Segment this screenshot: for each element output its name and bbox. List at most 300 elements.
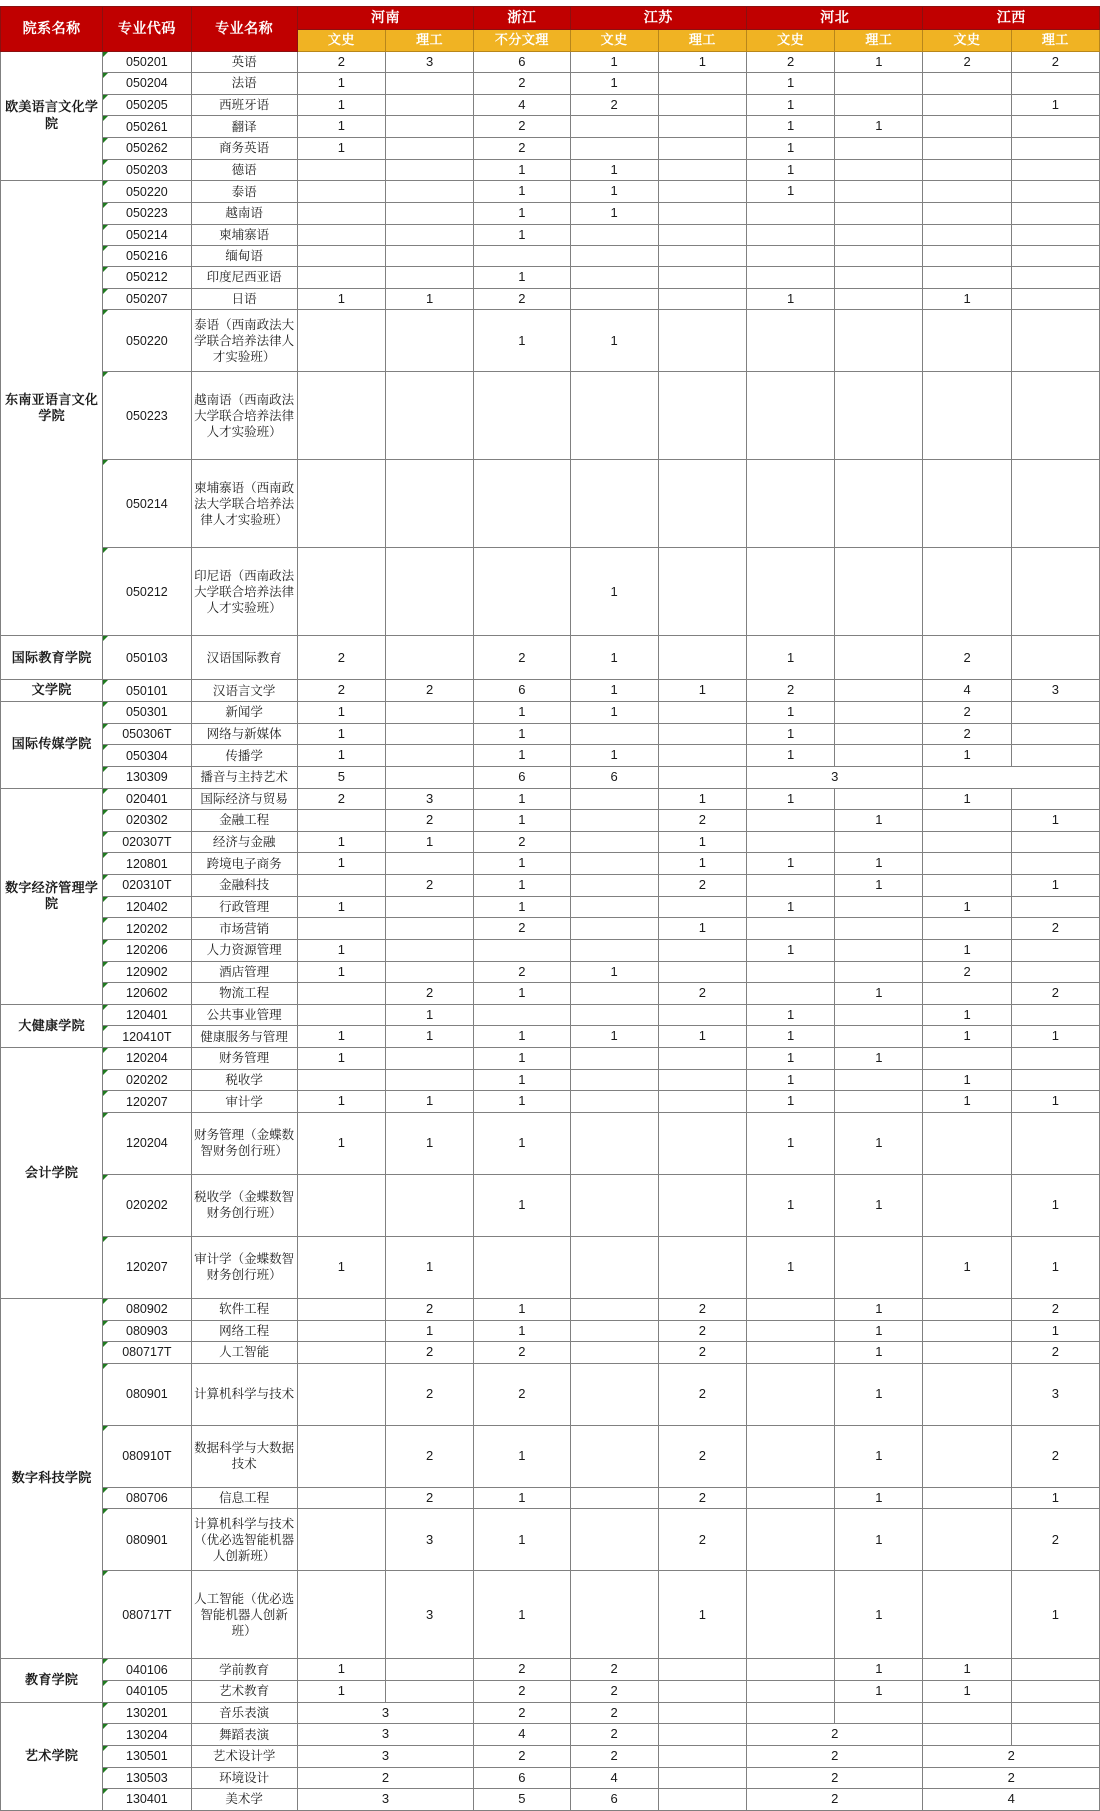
quota-cell [658, 1112, 746, 1174]
quota-cell [658, 181, 746, 203]
quota-cell [923, 1112, 1011, 1174]
quota-cell: 1 [297, 961, 385, 983]
quota-cell [923, 181, 1011, 203]
quota-cell: 1 [474, 1048, 570, 1070]
quota-cell [570, 939, 658, 961]
quota-cell [1011, 181, 1099, 203]
quota-cell: 5 [297, 766, 385, 788]
quota-cell [746, 1363, 834, 1425]
quota-cell: 1 [746, 73, 834, 95]
major-name-cell: 学前教育 [191, 1659, 297, 1681]
quota-cell: 1 [474, 896, 570, 918]
quota-cell [570, 1571, 658, 1659]
header-province-henan: 河南 [297, 7, 473, 30]
major-code-cell: 120410T [103, 1026, 191, 1048]
quota-cell [297, 310, 385, 372]
header-province-zhejiang: 浙江 [474, 7, 570, 30]
table-row [1, 1069, 1100, 1091]
enrollment-plan-table [0, 6, 1100, 1811]
major-name-cell: 越南语 [191, 202, 297, 224]
quota-cell: 3 [386, 51, 474, 73]
quota-cell: 1 [835, 1659, 923, 1681]
quota-cell: 1 [658, 831, 746, 853]
quota-cell: 1 [386, 1004, 474, 1026]
major-code-cell: 120602 [103, 983, 191, 1005]
major-name-cell: 人力资源管理 [191, 939, 297, 961]
quota-cell [570, 1298, 658, 1320]
header-sub-jiangxi-wenshi: 文史 [923, 29, 1011, 51]
quota-cell [297, 224, 385, 246]
major-name-cell: 财务管理 [191, 1048, 297, 1070]
quota-cell: 2 [923, 1767, 1100, 1789]
quota-cell: 6 [570, 1789, 658, 1811]
quota-cell [835, 1236, 923, 1298]
major-code-cell: 050212 [103, 548, 191, 636]
quota-cell [1011, 745, 1099, 767]
quota-cell: 1 [923, 896, 1011, 918]
major-code-cell: 050301 [103, 702, 191, 724]
major-code-cell: 120202 [103, 918, 191, 940]
quota-cell [835, 224, 923, 246]
quota-cell [923, 1509, 1011, 1571]
quota-cell [746, 1298, 834, 1320]
dept-name-cell: 数字经济管理学院 [1, 788, 103, 1004]
quota-cell [835, 788, 923, 810]
major-code-cell: 050214 [103, 224, 191, 246]
quota-cell [658, 288, 746, 310]
major-code-cell: 120801 [103, 853, 191, 875]
header-province-jiangsu: 江苏 [570, 7, 746, 30]
quota-cell: 2 [923, 51, 1011, 73]
quota-cell: 2 [923, 1745, 1100, 1767]
quota-cell [1011, 853, 1099, 875]
quota-cell [923, 138, 1011, 160]
quota-cell [658, 1659, 746, 1681]
quota-cell: 2 [386, 810, 474, 832]
table-row [1, 51, 1100, 73]
table-row [1, 1363, 1100, 1425]
quota-cell [297, 1174, 385, 1236]
quota-cell [570, 1236, 658, 1298]
quota-cell: 1 [835, 1112, 923, 1174]
major-code-cell: 020310T [103, 875, 191, 897]
table-row [1, 138, 1100, 160]
major-name-cell: 环境设计 [191, 1767, 297, 1789]
quota-cell: 1 [835, 983, 923, 1005]
quota-cell: 2 [658, 1320, 746, 1342]
quota-cell [1011, 288, 1099, 310]
major-name-cell: 艺术设计学 [191, 1745, 297, 1767]
quota-cell [297, 1487, 385, 1509]
quota-cell: 6 [474, 680, 570, 702]
quota-cell [297, 460, 385, 548]
quota-cell [1011, 1069, 1099, 1091]
quota-cell: 2 [297, 788, 385, 810]
major-code-cell: 050205 [103, 94, 191, 116]
quota-cell [658, 460, 746, 548]
quota-cell [835, 961, 923, 983]
table-row [1, 460, 1100, 548]
major-name-cell: 税收学 [191, 1069, 297, 1091]
major-code-cell: 020307T [103, 831, 191, 853]
quota-cell: 1 [923, 939, 1011, 961]
quota-cell [1011, 73, 1099, 95]
quota-cell: 4 [474, 94, 570, 116]
quota-cell [658, 116, 746, 138]
quota-cell: 1 [297, 73, 385, 95]
dept-name-cell: 大健康学院 [1, 1004, 103, 1047]
major-code-cell: 050306T [103, 723, 191, 745]
quota-cell: 1 [297, 94, 385, 116]
quota-cell [570, 723, 658, 745]
quota-cell: 2 [474, 116, 570, 138]
header-sub-henan-ligong: 理工 [386, 29, 474, 51]
quota-cell: 1 [570, 961, 658, 983]
quota-cell [297, 1342, 385, 1364]
major-code-cell: 080903 [103, 1320, 191, 1342]
major-code-cell: 080717T [103, 1342, 191, 1364]
quota-cell [1011, 267, 1099, 289]
quota-cell [923, 202, 1011, 224]
quota-cell [923, 267, 1011, 289]
quota-cell: 4 [923, 1789, 1100, 1811]
quota-cell [474, 460, 570, 548]
quota-cell [386, 1069, 474, 1091]
quota-cell [746, 310, 834, 372]
major-name-cell: 商务英语 [191, 138, 297, 160]
quota-cell [923, 1702, 1011, 1724]
quota-cell [1011, 138, 1099, 160]
quota-cell [474, 1004, 570, 1026]
major-code-cell: 020302 [103, 810, 191, 832]
quota-cell [474, 372, 570, 460]
major-name-cell: 物流工程 [191, 983, 297, 1005]
quota-cell: 1 [474, 875, 570, 897]
quota-cell: 1 [835, 1425, 923, 1487]
major-name-cell: 国际经济与贸易 [191, 788, 297, 810]
major-name-cell: 美术学 [191, 1789, 297, 1811]
quota-cell: 6 [474, 1767, 570, 1789]
major-code-cell: 050223 [103, 202, 191, 224]
major-name-cell: 艺术教育 [191, 1681, 297, 1703]
quota-cell [835, 745, 923, 767]
quota-cell: 2 [658, 1509, 746, 1571]
quota-cell [570, 1069, 658, 1091]
quota-cell: 1 [746, 181, 834, 203]
quota-cell: 1 [570, 636, 658, 680]
quota-cell [835, 159, 923, 181]
quota-cell: 1 [835, 1571, 923, 1659]
quota-cell: 2 [658, 1342, 746, 1364]
quota-cell: 1 [923, 1026, 1011, 1048]
quota-cell: 2 [570, 1724, 658, 1746]
quota-cell [746, 267, 834, 289]
quota-cell: 1 [746, 1174, 834, 1236]
quota-cell: 2 [474, 918, 570, 940]
quota-cell: 1 [746, 288, 834, 310]
major-name-cell: 经济与金融 [191, 831, 297, 853]
table-row [1, 1745, 1100, 1767]
quota-cell: 1 [474, 1509, 570, 1571]
major-code-cell: 040106 [103, 1659, 191, 1681]
quota-cell [297, 1069, 385, 1091]
major-code-cell: 080901 [103, 1509, 191, 1571]
quota-cell [835, 939, 923, 961]
quota-cell [658, 939, 746, 961]
major-name-cell: 印度尼西亚语 [191, 267, 297, 289]
quota-cell [386, 372, 474, 460]
quota-cell: 1 [835, 810, 923, 832]
quota-cell [570, 810, 658, 832]
table-row [1, 202, 1100, 224]
quota-cell: 2 [1011, 51, 1099, 73]
quota-cell: 1 [835, 116, 923, 138]
major-name-cell: 酒店管理 [191, 961, 297, 983]
quota-cell [835, 267, 923, 289]
quota-cell [923, 983, 1011, 1005]
quota-cell: 2 [1011, 1425, 1099, 1487]
major-name-cell: 行政管理 [191, 896, 297, 918]
quota-cell: 1 [1011, 810, 1099, 832]
quota-cell: 2 [1011, 1298, 1099, 1320]
quota-cell [386, 548, 474, 636]
quota-cell [570, 1342, 658, 1364]
quota-cell: 1 [1011, 875, 1099, 897]
dept-name-cell: 欧美语言文化学院 [1, 51, 103, 181]
quota-cell [386, 745, 474, 767]
quota-cell [746, 1342, 834, 1364]
major-code-cell: 080901 [103, 1363, 191, 1425]
table-row [1, 680, 1100, 702]
quota-cell [386, 961, 474, 983]
quota-cell [923, 1298, 1011, 1320]
quota-cell [923, 831, 1011, 853]
quota-cell: 1 [923, 745, 1011, 767]
quota-cell: 3 [746, 766, 922, 788]
quota-cell [570, 788, 658, 810]
quota-cell: 6 [474, 766, 570, 788]
quota-cell: 1 [474, 181, 570, 203]
quota-cell: 2 [658, 983, 746, 1005]
major-code-cell: 050261 [103, 116, 191, 138]
quota-cell: 1 [386, 1236, 474, 1298]
header-major: 专业名称 [191, 7, 297, 52]
quota-cell [923, 853, 1011, 875]
quota-cell [746, 1487, 834, 1509]
quota-cell: 1 [746, 1112, 834, 1174]
quota-cell [658, 94, 746, 116]
quota-cell: 1 [658, 680, 746, 702]
major-name-cell: 人工智能 [191, 1342, 297, 1364]
quota-cell [1011, 1702, 1099, 1724]
table-header [1, 7, 1100, 52]
major-code-cell: 050220 [103, 181, 191, 203]
major-code-cell: 130401 [103, 1789, 191, 1811]
table-row [1, 1112, 1100, 1174]
quota-cell [297, 983, 385, 1005]
quota-cell [297, 810, 385, 832]
quota-cell: 2 [297, 51, 385, 73]
quota-cell [923, 159, 1011, 181]
major-code-cell: 050214 [103, 460, 191, 548]
quota-cell: 1 [923, 1091, 1011, 1113]
quota-cell: 1 [835, 875, 923, 897]
quota-cell [658, 159, 746, 181]
major-code-cell: 050220 [103, 310, 191, 372]
quota-cell: 1 [297, 116, 385, 138]
table-row [1, 1767, 1100, 1789]
quota-cell [297, 267, 385, 289]
quota-cell [835, 1004, 923, 1026]
quota-cell: 1 [746, 1069, 834, 1091]
table-row [1, 723, 1100, 745]
major-name-cell: 公共事业管理 [191, 1004, 297, 1026]
quota-cell [746, 1425, 834, 1487]
major-name-cell: 新闻学 [191, 702, 297, 724]
dept-name-cell: 国际传媒学院 [1, 702, 103, 789]
quota-cell: 2 [474, 1702, 570, 1724]
quota-cell: 1 [746, 896, 834, 918]
quota-cell [1011, 939, 1099, 961]
quota-cell [1011, 224, 1099, 246]
table-row [1, 1571, 1100, 1659]
quota-cell [835, 636, 923, 680]
major-name-cell: 德语 [191, 159, 297, 181]
quota-cell: 1 [386, 1320, 474, 1342]
quota-cell [658, 224, 746, 246]
quota-cell [746, 1509, 834, 1571]
quota-cell: 6 [570, 766, 658, 788]
table-row [1, 1174, 1100, 1236]
quota-cell [570, 1425, 658, 1487]
table-row [1, 702, 1100, 724]
major-name-cell: 日语 [191, 288, 297, 310]
quota-cell [570, 224, 658, 246]
quota-cell: 2 [474, 288, 570, 310]
header-province-hebei: 河北 [746, 7, 922, 30]
quota-cell [835, 1702, 923, 1724]
quota-cell [570, 1048, 658, 1070]
quota-cell: 1 [746, 1236, 834, 1298]
quota-cell: 1 [570, 51, 658, 73]
major-code-cell: 020202 [103, 1069, 191, 1091]
quota-cell [658, 310, 746, 372]
quota-cell [297, 372, 385, 460]
quota-cell [570, 896, 658, 918]
major-name-cell: 数据科学与大数据技术 [191, 1425, 297, 1487]
quota-cell [746, 372, 834, 460]
quota-cell [835, 181, 923, 203]
quota-cell [746, 202, 834, 224]
major-name-cell: 审计学（金蝶数智财务创行班） [191, 1236, 297, 1298]
quota-cell [923, 1048, 1011, 1070]
quota-cell: 2 [746, 680, 834, 702]
quota-cell: 1 [746, 94, 834, 116]
quota-cell: 1 [570, 159, 658, 181]
quota-cell [746, 1320, 834, 1342]
quota-cell [570, 1112, 658, 1174]
quota-cell: 6 [474, 51, 570, 73]
quota-cell: 1 [297, 939, 385, 961]
quota-cell [1011, 310, 1099, 372]
header-row-provinces [1, 7, 1100, 30]
quota-cell: 1 [658, 1026, 746, 1048]
quota-cell: 2 [923, 961, 1011, 983]
quota-cell: 1 [923, 288, 1011, 310]
major-code-cell: 120204 [103, 1112, 191, 1174]
table-row [1, 224, 1100, 246]
quota-cell: 1 [835, 1487, 923, 1509]
quota-cell: 2 [474, 961, 570, 983]
quota-cell [835, 460, 923, 548]
quota-cell: 1 [658, 1571, 746, 1659]
table-row [1, 246, 1100, 267]
table-row [1, 1659, 1100, 1681]
quota-cell: 1 [923, 788, 1011, 810]
table-row [1, 831, 1100, 853]
quota-cell [658, 372, 746, 460]
table-row [1, 1048, 1100, 1070]
quota-cell [297, 548, 385, 636]
quota-cell [386, 94, 474, 116]
quota-cell [386, 939, 474, 961]
quota-cell: 2 [570, 1745, 658, 1767]
quota-cell: 1 [474, 1425, 570, 1487]
dept-name-cell: 会计学院 [1, 1048, 103, 1299]
quota-cell [835, 723, 923, 745]
quota-cell [835, 831, 923, 853]
quota-cell: 1 [297, 831, 385, 853]
quota-cell [658, 1048, 746, 1070]
major-name-cell: 金融科技 [191, 875, 297, 897]
major-code-cell: 050212 [103, 267, 191, 289]
quota-cell: 1 [570, 1026, 658, 1048]
quota-cell [923, 1320, 1011, 1342]
table-row [1, 73, 1100, 95]
quota-cell [474, 548, 570, 636]
quota-cell: 2 [570, 1681, 658, 1703]
major-name-cell: 信息工程 [191, 1487, 297, 1509]
quota-cell [570, 1320, 658, 1342]
quota-cell [297, 1509, 385, 1571]
quota-cell: 1 [746, 116, 834, 138]
table-row [1, 1702, 1100, 1724]
quota-cell: 2 [386, 1425, 474, 1487]
quota-cell [386, 918, 474, 940]
quota-cell: 2 [474, 1342, 570, 1364]
quota-cell [746, 875, 834, 897]
table-row [1, 961, 1100, 983]
major-code-cell: 050103 [103, 636, 191, 680]
quota-cell: 1 [297, 723, 385, 745]
major-code-cell: 040105 [103, 1681, 191, 1703]
quota-cell [923, 246, 1011, 267]
quota-cell: 2 [474, 831, 570, 853]
table-row [1, 116, 1100, 138]
quota-cell [570, 460, 658, 548]
quota-cell: 1 [297, 288, 385, 310]
table-row [1, 1342, 1100, 1364]
quota-cell [1011, 723, 1099, 745]
major-name-cell: 计算机科学与技术 [191, 1363, 297, 1425]
quota-cell [658, 745, 746, 767]
quota-cell: 2 [570, 1659, 658, 1681]
quota-cell [1011, 116, 1099, 138]
major-code-cell: 080706 [103, 1487, 191, 1509]
quota-cell [835, 702, 923, 724]
quota-cell [835, 288, 923, 310]
quota-cell: 2 [570, 1702, 658, 1724]
